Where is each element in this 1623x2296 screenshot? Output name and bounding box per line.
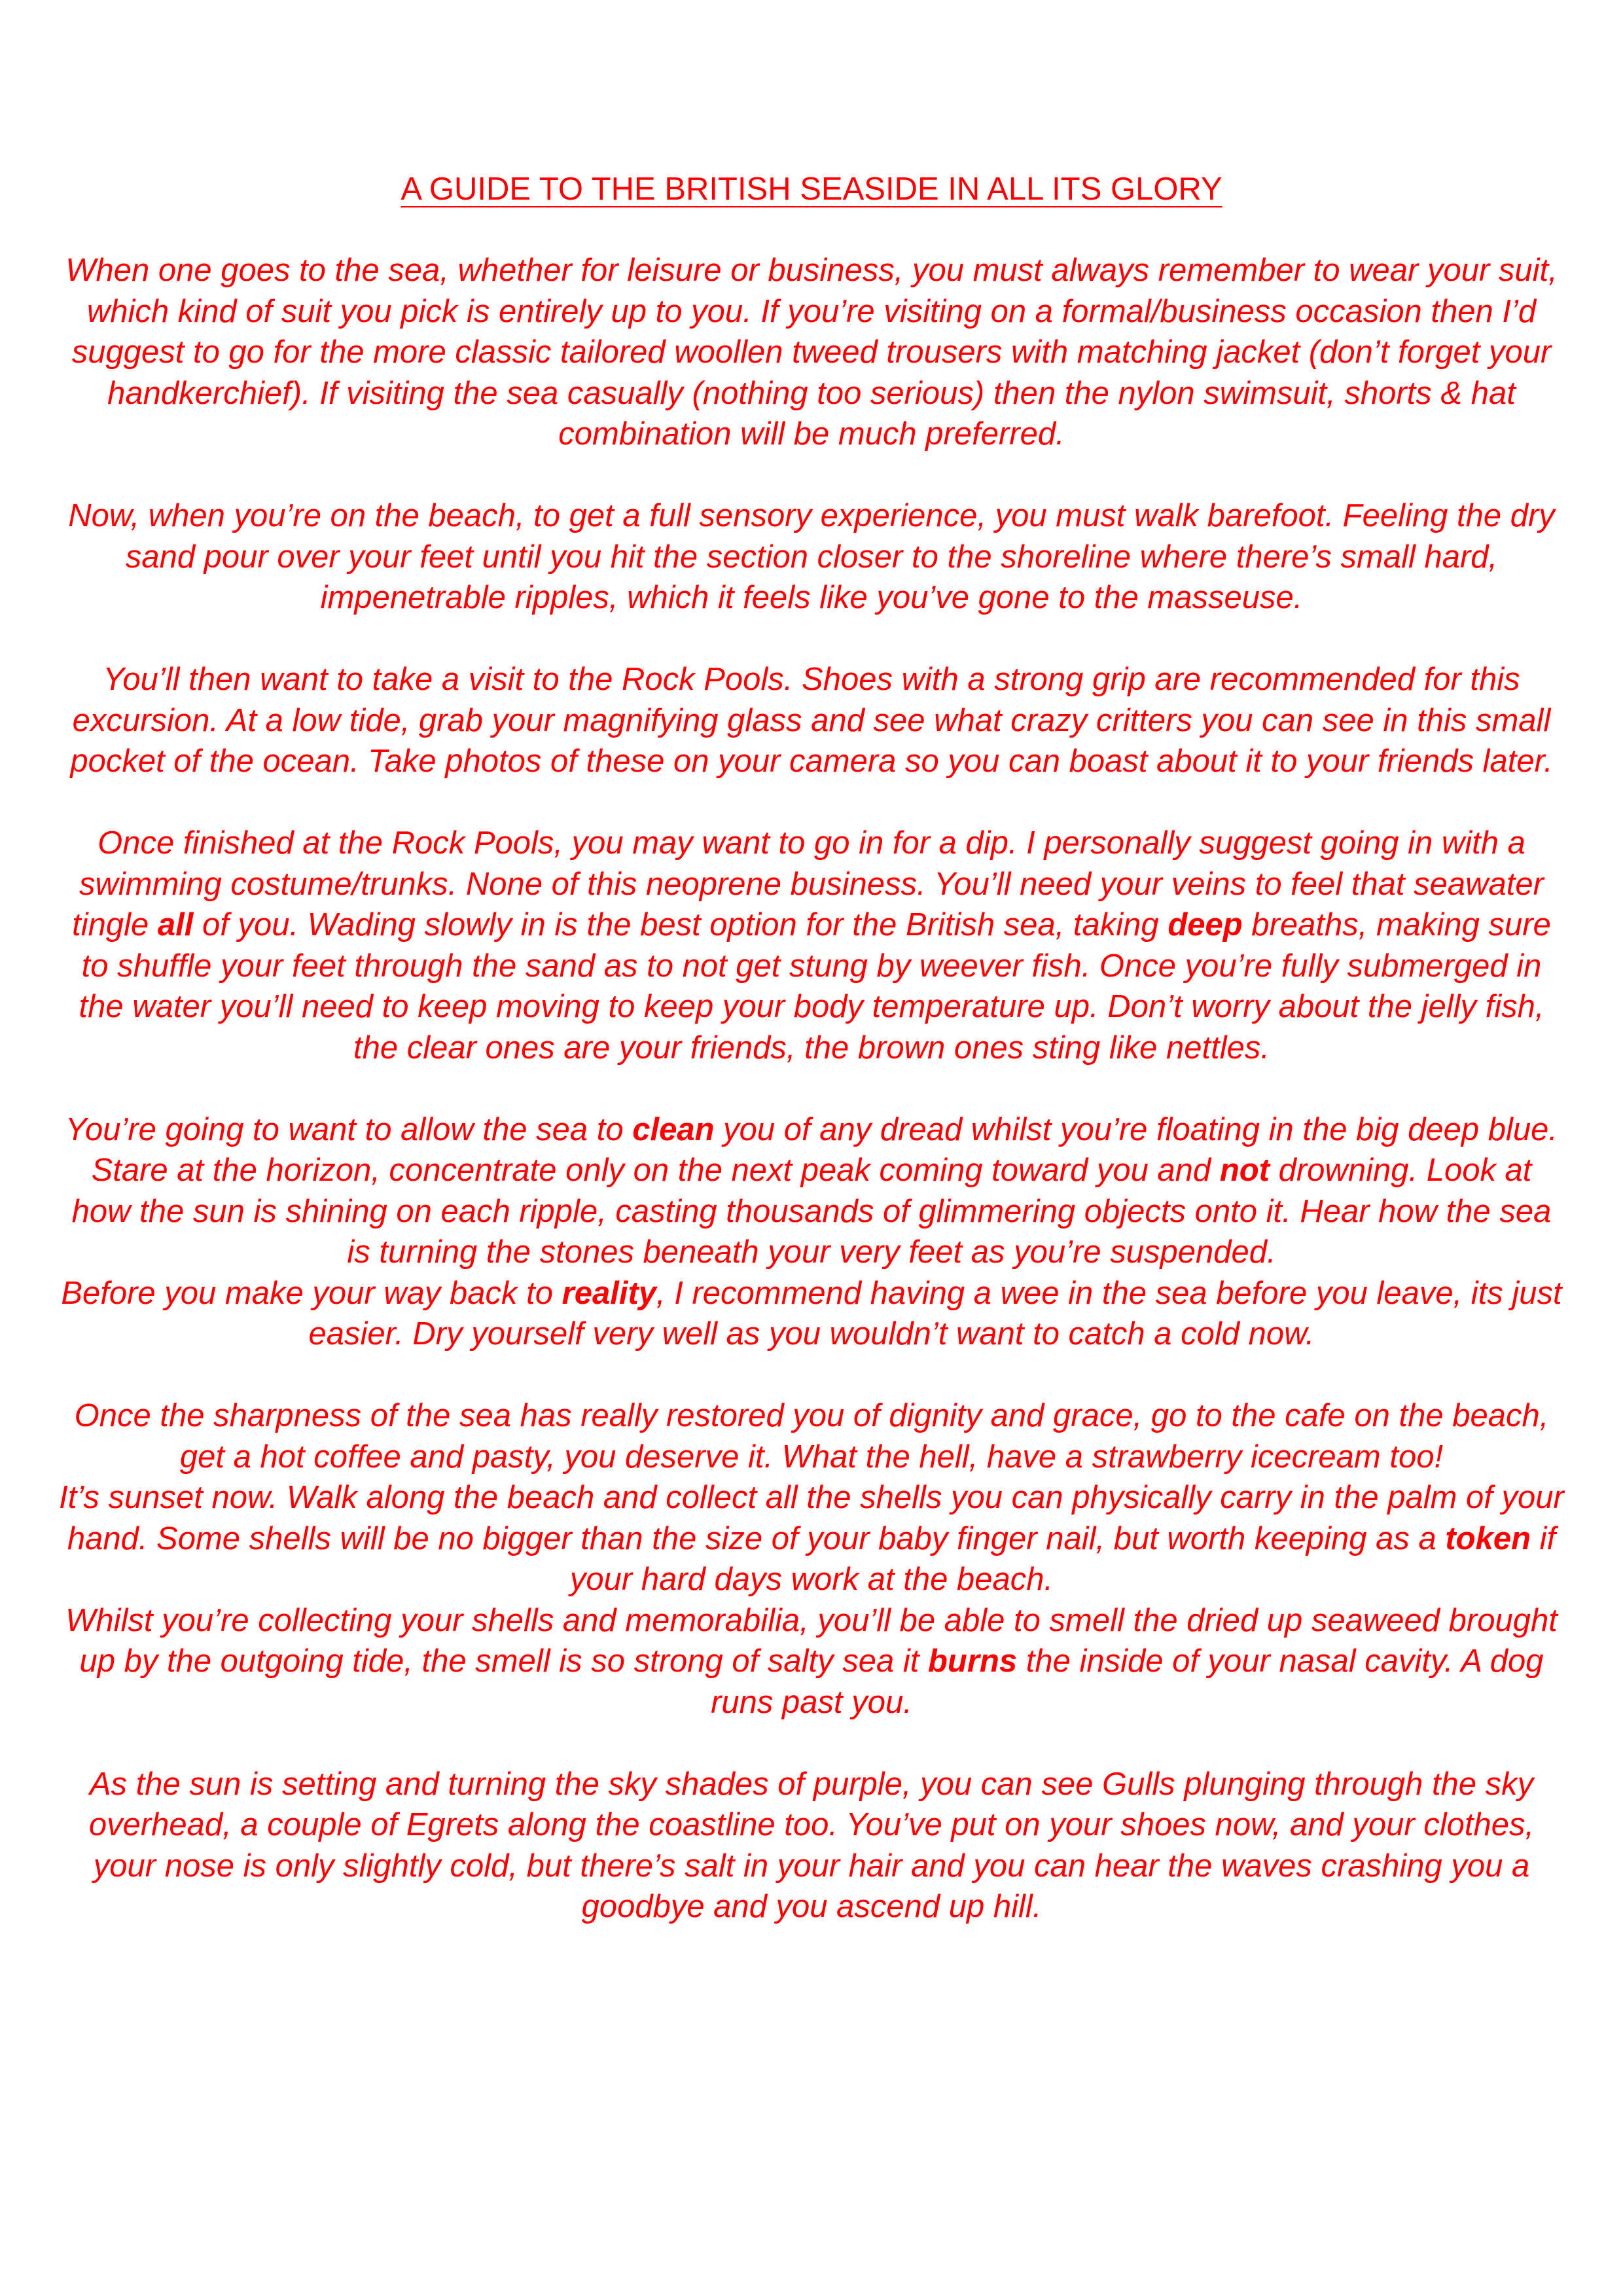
text-run: you of any dread whilst you’re floating in the big deep blue. Stare at the horizon, concentrate only on the next peak coming toward you and: [91, 1111, 1558, 1188]
paragraph-spacer: [59, 619, 1564, 660]
paragraph-cafe: Once the sharpness of the sea has really restored you of dignity and grace, go to the cafe on the beach, get a hot coffee and pasty, you deserve it. What the hell, have a strawberry icecream too!: [74, 1398, 1549, 1475]
text-run: if your hard days work at the beach.: [569, 1520, 1556, 1597]
text-run: Once finished at the Rock Pools, you may want to go in for a dip. I personally suggest going in with a swimming costume/trunks. None of this neoprene business. You’ll need your veins to feel that seawater tingle: [72, 825, 1544, 942]
text-run: the inside of your nasal cavity. A dog runs past you.: [711, 1643, 1544, 1720]
paragraph-barefoot: Now, when you’re on the beach, to get a full sensory experience, you must walk barefoot. Feeling the dry sand pour over your feet until you hit the section closer to the shoreline where there’s small hard, impenetrable ripples, which it feels like you’ve gone to the masseuse.: [68, 498, 1555, 615]
text-run: breaths, making sure to shuffle your feet through the sand as to not get stung by weever fish. Once you’re fully submerged in the water you’ll need to keep moving to keep your body temperature up. Don’t worry about the jelly fish, the clear ones are your friends, the brown ones sting like nettles.: [79, 907, 1551, 1066]
bold-word-burns: burns: [927, 1643, 1018, 1679]
text-run: , I recommend having a wee in the sea before you leave, its just easier. Dry yourself very well as you wouldn’t want to catch a cold now.: [308, 1275, 1562, 1352]
text-run: drowning. Look at how the sun is shining on each ripple, casting thousands of glimmering objects onto it. Hear how the sea is turning the stones beneath your very feet as you’re suspended.: [71, 1153, 1552, 1270]
paragraph-spacer: [59, 782, 1564, 823]
text-run: You’re going to want to allow the sea to: [65, 1111, 633, 1147]
document-title: A GUIDE TO THE BRITISH SEASIDE IN ALL ITS GLORY: [401, 171, 1222, 207]
paragraph-sunset: As the sun is setting and turning the sky shades of purple, you can see Gulls plunging through the sky overhead, a couple of Egrets along the coastline too. You’ve put on your shoes now, and your clothes, your nose is only slightly cold, but there’s salt in your hair and you can hear the waves crashing you a goodbye and you ascend up hill.: [88, 1766, 1535, 1924]
paragraph-shells: [59, 1477, 1564, 1600]
paragraph-suit: When one goes to the sea, whether for leisure or business, you must always remember to wear your suit, which kind of suit you pick is entirely up to you. If you’re visiting on a formal/business occasion then I’d suggest to go for the more classic tailored woollen tweed trousers with matching jacket (don’t forget your handkerchief). If visiting the sea casually (nothing too serious) then the nylon swimsuit, shorts & hat combination will be much preferred.: [65, 253, 1558, 452]
bold-word-all: all: [157, 907, 194, 942]
paragraph-spacer: [59, 1723, 1564, 1764]
text-run: Before you make your way back to: [61, 1275, 562, 1311]
paragraph-floating: [59, 1109, 1564, 1273]
paragraph-rock-pools: You’ll then want to take a visit to the Rock Pools. Shoes with a strong grip are recommended for this excursion. At a low tide, grab your magnifying glass and see what crazy critters you can see in this small pocket of the ocean. Take photos of these on your camera so you can boast about it to your friends later.: [70, 662, 1553, 779]
paragraph-spacer: [59, 455, 1564, 496]
text-run: of you. Wading slowly in is the best option for the British sea, taking: [193, 907, 1168, 942]
text-run: It’s sunset now. Walk along the beach and collect all the shells you can physically carry in the palm of your hand. Some shells will be no bigger than the size of your baby finger nail, but worth keeping as a: [59, 1480, 1564, 1556]
text-run: Whilst you’re collecting your shells and memorabilia, you’ll be able to smell the dried up seaweed brought up by the outgoing tide, the smell is so strong of salty sea it: [65, 1602, 1558, 1679]
paragraph-spacer: [59, 1355, 1564, 1396]
paragraph-swim: [59, 823, 1564, 1068]
bold-word-reality: reality: [562, 1275, 657, 1311]
bold-word-deep: deep: [1168, 907, 1243, 942]
paragraph-reality: [59, 1273, 1564, 1355]
bold-word-clean: clean: [632, 1111, 715, 1147]
paragraph-seaweed: [59, 1600, 1564, 1723]
paragraph-spacer: [59, 1068, 1564, 1109]
bold-word-not: not: [1219, 1153, 1270, 1188]
bold-word-token: token: [1445, 1520, 1531, 1556]
document-body: [59, 169, 1564, 1928]
